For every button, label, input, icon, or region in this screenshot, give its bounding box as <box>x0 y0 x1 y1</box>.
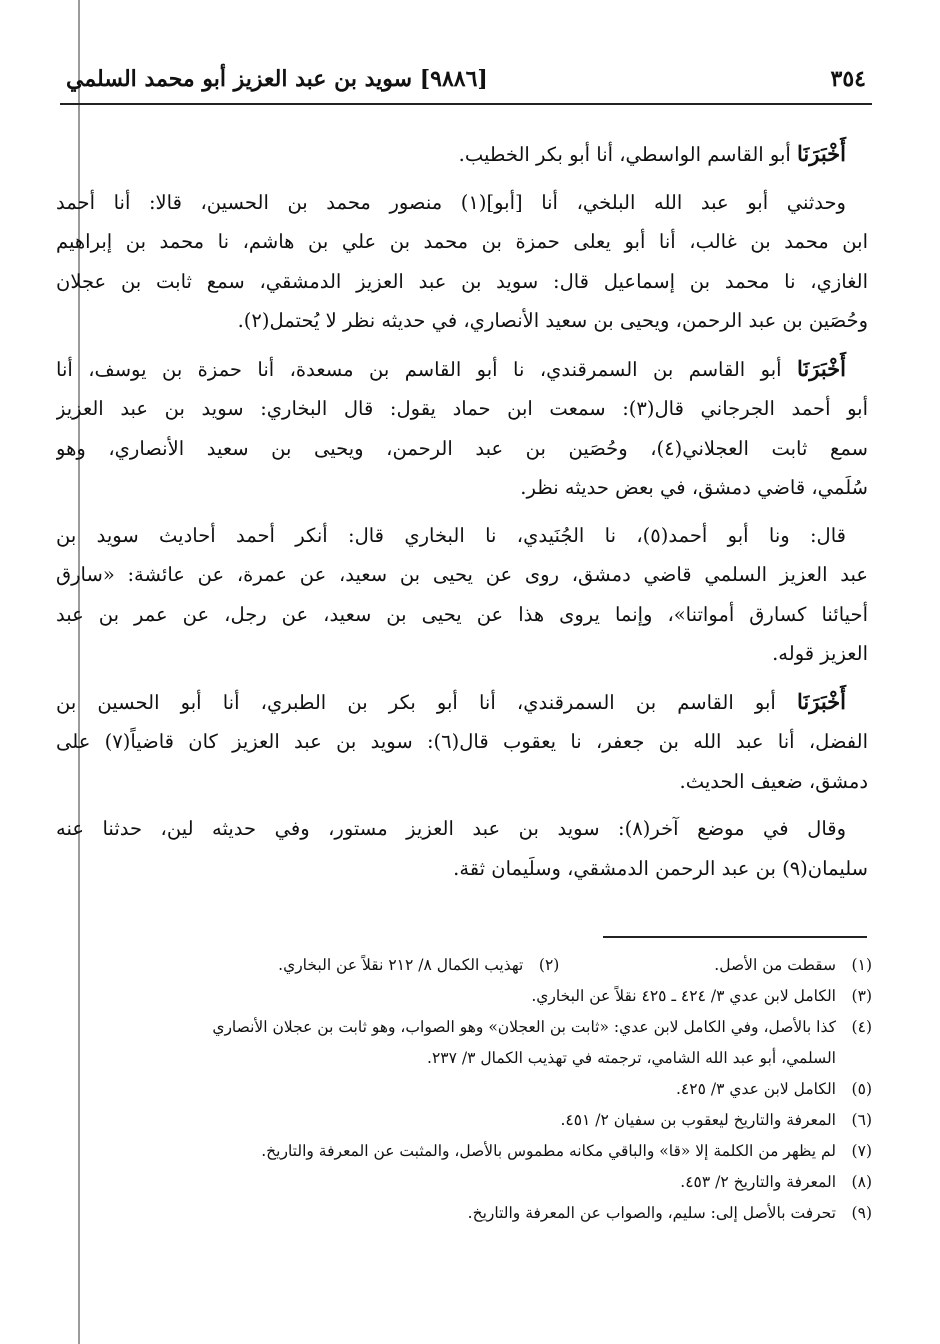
running-title: [٩٨٨٦] سويد بن عبد العزيز أبو محمد السلمي <box>66 66 488 92</box>
footnote-number: (١) <box>851 956 872 974</box>
footnote-row <box>64 1167 872 1198</box>
footnote-row <box>64 981 872 1012</box>
text-line: أَخْبَرَنَا أبو القاسم بن السمرقندي، نا أبو القاسم بن مسعدة، أنا حمزة بن يوسف، أنا <box>56 355 846 381</box>
text-line: أبو أحمد الجرجاني قال(٣): سمعت ابن حماد يقول: قال البخاري: سويد بن عبد العزيز <box>56 397 868 420</box>
footnote-text: كذا بالأصل، وفي الكامل لابن عدي: «ثابت بن العجلان» وهو الصواب، وهو ثابت بن عجلان الأنصاري <box>212 1018 836 1036</box>
header-rule <box>60 103 872 105</box>
page-number: ٣٥٤ <box>830 66 866 92</box>
text-line: العزيز قوله. <box>772 642 868 665</box>
keyword-akhbarana: أَخْبَرَنَا <box>797 355 846 381</box>
text-line: سمع ثابت العجلاني(٤)، وحُصَين بن عبد الرحمن، ويحيى بن سعيد الأنصاري، وهو <box>56 436 868 460</box>
main-text <box>56 134 868 896</box>
footnote-text: سقطت من الأصل. <box>714 956 836 974</box>
footnote-number: (٨) <box>851 1173 872 1191</box>
text-line: ابن محمد بن غالب، أنا أبو يعلى حمزة بن محمد بن علي بن هاشم، نا محمد بن إبراهيم <box>56 230 868 253</box>
text-line: قال: ونا أبو أحمد(٥)، نا الجُنَيدي، نا البخاري قال: أنكر أحمد أحاديث سويد بن <box>56 523 846 547</box>
footnote-number: (٤) <box>851 1018 872 1036</box>
footnotes <box>64 950 872 1229</box>
page-header <box>60 62 872 102</box>
paragraph <box>56 349 868 508</box>
footnote-number: (٥) <box>851 1080 872 1098</box>
paragraph <box>56 809 868 888</box>
footnote-separator <box>603 936 867 938</box>
footnote-row <box>64 1012 872 1043</box>
footnote-number: (٢) <box>538 956 560 974</box>
text-line: وحدثني أبو عبد الله البلخي، أنا [أبو](١) منصور محمد بن الحسين، قالا: أنا أحمد <box>56 190 846 214</box>
footnote-row <box>64 1105 872 1136</box>
text-line: أَخْبَرَنَا أبو القاسم الواسطي، أنا أبو بكر الخطيب. <box>458 141 846 166</box>
text-line: أَخْبَرَنَا أبو القاسم بن السمرقندي، أنا أبو بكر بن الطبري، أنا أبو الحسين بن <box>56 688 846 714</box>
text-line: الغازي، نا محمد بن إسماعيل قال: سويد بن عبد العزيز الدمشقي، سمع ثابت بن عجلان <box>56 269 868 293</box>
text-line: دمشق، ضعيف الحديث. <box>679 769 868 793</box>
footnote-number: (٣) <box>851 987 872 1005</box>
footnote-row <box>64 1074 872 1105</box>
text-line: سليمان(٩) بن عبد الرحمن الدمشقي، وسلَيمان ثقة. <box>453 856 868 880</box>
text-line: أحيائنا كسارق أمواتنا»، وإنما يروى هذا عن يحيى بن سعيد، عن رجل، عن عمر بن عبد <box>56 602 868 626</box>
text-line: سُلَمي، قاضي دمشق، في بعض حديثه نظر. <box>520 476 868 499</box>
footnote-continuation: السلمي، أبو عبد الله الشامي، ترجمته في تهذيب الكمال ٣/ ٢٣٧. <box>427 1049 836 1067</box>
footnote-text: تحرفت بالأصل إلى: سليم، والصواب عن المعرفة والتاريخ. <box>467 1204 836 1222</box>
text-line: عبد العزيز السلمي قاضي دمشق، روى عن يحيى بن سعيد، عن عمرة، عن عائشة: «سارق <box>56 563 868 586</box>
footnote-text: المعرفة والتاريخ ليعقوب بن سفيان ٢/ ٤٥١. <box>560 1111 836 1129</box>
footnote-row <box>64 950 872 981</box>
footnote-inline <box>278 950 559 981</box>
footnote-text: الكامل لابن عدي ٣/ ٤٢٥. <box>675 1080 836 1098</box>
footnote-text: تهذيب الكمال ٨/ ٢١٢ نقلاً عن البخاري. <box>278 956 524 974</box>
text-line: الفضل، أنا عبد الله بن جعفر، نا يعقوب قال(٦): سويد بن عبد العزيز كان قاضياً(٧) على <box>56 730 868 753</box>
text-line: وحُصَين بن عبد الرحمن، ويحيى بن سعيد الأنصاري، في حديثه نظر لا يُحتمل(٢). <box>237 309 868 332</box>
footnote-text: المعرفة والتاريخ ٢/ ٤٥٣. <box>680 1173 836 1191</box>
footnote-row <box>64 1136 872 1167</box>
text-line: وقال في موضع آخر(٨): سويد بن عبد العزيز مستور، وفي حديثه لين، حدثنا عنه <box>56 817 846 840</box>
footnote-row <box>64 1198 872 1229</box>
footnote-number: (٩) <box>851 1204 872 1222</box>
footnote-number: (٧) <box>851 1142 872 1160</box>
footnote-text: لم يظهر من الكلمة إلا «قا» والباقي مكانه مطموس بالأصل، والمثبت عن المعرفة والتاريخ. <box>261 1142 836 1160</box>
paragraph <box>56 183 868 341</box>
paragraph <box>56 682 868 802</box>
footnote-text: الكامل لابن عدي ٣/ ٤٢٤ ـ ٤٢٥ نقلاً عن البخاري. <box>531 987 836 1005</box>
keyword-akhbarana: أَخْبَرَنَا <box>797 141 846 166</box>
keyword-akhbarana: أَخْبَرَنَا <box>797 688 846 714</box>
paragraph <box>56 134 868 175</box>
paragraph <box>56 516 868 674</box>
footnote-number: (٦) <box>851 1111 872 1129</box>
